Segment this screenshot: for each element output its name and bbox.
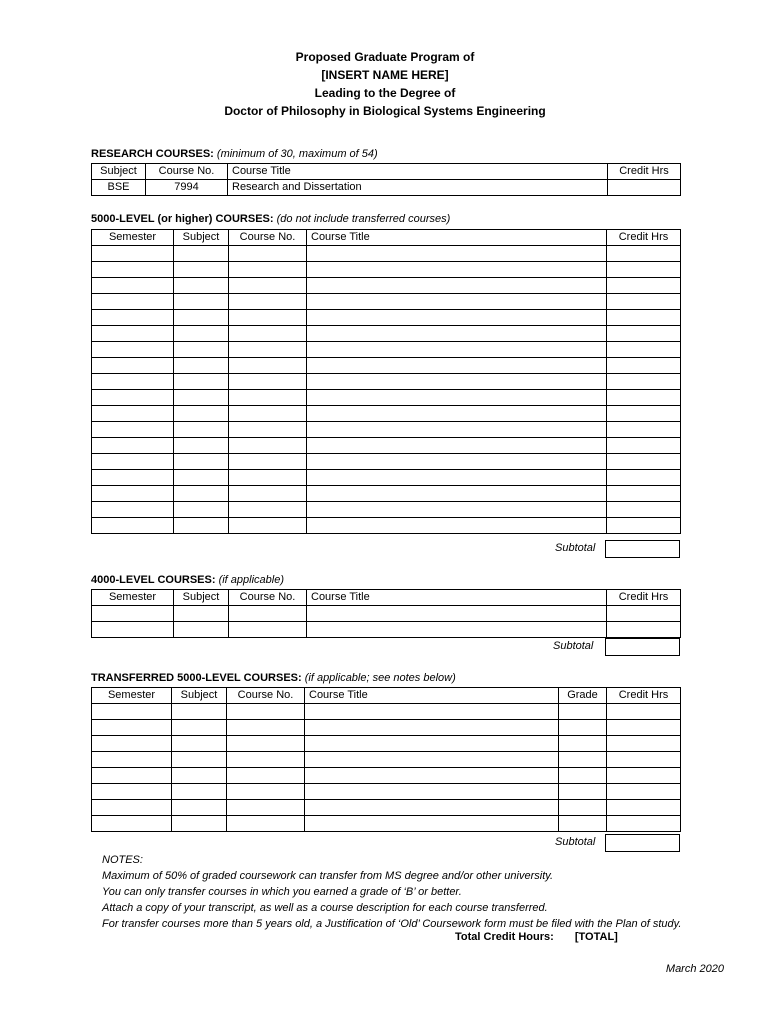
- transferred-entry-cell[interactable]: [172, 704, 227, 720]
- note-line: Maximum of 50% of graded coursework can transfer from MS degree and/or other university.: [102, 870, 553, 882]
- level5000-entry-cell[interactable]: [229, 470, 307, 486]
- level5000-entry-cell[interactable]: [92, 294, 174, 310]
- transferred-entry-cell[interactable]: [305, 816, 559, 832]
- transferred-entry-cell[interactable]: [559, 816, 607, 832]
- level5000-entry-cell[interactable]: [607, 294, 681, 310]
- level5000-entry-cell[interactable]: [307, 486, 607, 502]
- level5000-entry-cell[interactable]: [229, 454, 307, 470]
- level5000-entry-cell[interactable]: [174, 486, 229, 502]
- level5000-entry-cell[interactable]: [607, 390, 681, 406]
- transferred-entry-cell[interactable]: [172, 768, 227, 784]
- level5000-entry-cell[interactable]: [607, 422, 681, 438]
- level5000-entry-cell[interactable]: [229, 502, 307, 518]
- col-course-title-header: Course Title: [307, 590, 607, 606]
- transferred-entry-cell[interactable]: [607, 816, 681, 832]
- level5000-blank-row: [92, 374, 681, 390]
- transferred-title-note: (if applicable; see notes below): [301, 672, 456, 684]
- level5000-entry-cell[interactable]: [607, 454, 681, 470]
- level4000-title-note: (if applicable): [215, 574, 284, 586]
- level5000-entry-cell[interactable]: [92, 278, 174, 294]
- transferred-entry-cell[interactable]: [92, 800, 172, 816]
- level4000-entry-cell[interactable]: [307, 622, 607, 638]
- level5000-entry-cell[interactable]: [307, 390, 607, 406]
- col-semester-header: Semester: [92, 688, 172, 704]
- document-date: March 2020: [665, 963, 724, 975]
- level5000-entry-cell[interactable]: [229, 358, 307, 374]
- research-credit-cell[interactable]: [608, 180, 681, 196]
- level5000-blank-row: [92, 406, 681, 422]
- level5000-entry-cell[interactable]: [229, 390, 307, 406]
- level5000-entry-cell[interactable]: [92, 326, 174, 342]
- level5000-entry-cell[interactable]: [174, 358, 229, 374]
- level5000-entry-cell[interactable]: [307, 438, 607, 454]
- col-course-title-header: Course Title: [228, 164, 608, 180]
- transferred-entry-cell[interactable]: [559, 800, 607, 816]
- level5000-blank-row: [92, 342, 681, 358]
- level5000-entry-cell[interactable]: [307, 406, 607, 422]
- col-course-no-header: Course No.: [227, 688, 305, 704]
- level4000-subtotal-box[interactable]: [605, 638, 680, 656]
- level5000-entry-cell[interactable]: [607, 406, 681, 422]
- level5000-entry-cell[interactable]: [174, 262, 229, 278]
- transferred-entry-cell[interactable]: [559, 720, 607, 736]
- transferred-table: [91, 687, 681, 832]
- level5000-blank-row: [92, 262, 681, 278]
- level5000-entry-cell[interactable]: [174, 438, 229, 454]
- transferred-entry-cell[interactable]: [227, 816, 305, 832]
- research-course-title: Research and Dissertation: [228, 180, 608, 196]
- total-credit-hours: [455, 931, 618, 943]
- level4000-blank-row: [92, 606, 681, 622]
- level5000-entry-cell[interactable]: [92, 246, 174, 262]
- transferred-entry-cell[interactable]: [92, 768, 172, 784]
- col-subject-header: Subject: [92, 164, 146, 180]
- level4000-header-row: [92, 590, 681, 606]
- transferred-entry-cell[interactable]: [227, 768, 305, 784]
- transferred-blank-row: [92, 784, 681, 800]
- level4000-entry-cell[interactable]: [607, 606, 681, 622]
- level4000-entry-cell[interactable]: [229, 606, 307, 622]
- level5000-entry-cell[interactable]: [607, 358, 681, 374]
- level5000-subtotal-label: Subtotal: [555, 542, 596, 554]
- level5000-entry-cell[interactable]: [307, 310, 607, 326]
- transferred-entry-cell[interactable]: [559, 784, 607, 800]
- col-course-title-header: Course Title: [305, 688, 559, 704]
- level5000-entry-cell[interactable]: [307, 470, 607, 486]
- col-course-no-header: Course No.: [146, 164, 228, 180]
- level4000-entry-cell[interactable]: [307, 606, 607, 622]
- level5000-blank-row: [92, 390, 681, 406]
- level5000-blank-row: [92, 470, 681, 486]
- level5000-entry-cell[interactable]: [229, 518, 307, 534]
- level4000-entry-cell[interactable]: [174, 606, 229, 622]
- col-subject-header: Subject: [172, 688, 227, 704]
- transferred-entry-cell[interactable]: [172, 800, 227, 816]
- transferred-entry-cell[interactable]: [92, 784, 172, 800]
- transferred-blank-row: [92, 752, 681, 768]
- transferred-entry-cell[interactable]: [227, 752, 305, 768]
- level5000-entry-cell[interactable]: [92, 518, 174, 534]
- level5000-entry-cell[interactable]: [92, 502, 174, 518]
- level5000-blank-row: [92, 294, 681, 310]
- document-header: [0, 48, 770, 120]
- level5000-entry-cell[interactable]: [92, 374, 174, 390]
- level5000-entry-cell[interactable]: [92, 406, 174, 422]
- level5000-entry-cell[interactable]: [607, 518, 681, 534]
- col-semester-header: Semester: [92, 590, 174, 606]
- level5000-blank-row: [92, 422, 681, 438]
- transferred-entry-cell[interactable]: [305, 768, 559, 784]
- transferred-entry-cell[interactable]: [559, 736, 607, 752]
- transferred-entry-cell[interactable]: [227, 784, 305, 800]
- transferred-entry-cell[interactable]: [607, 800, 681, 816]
- level5000-blank-row: [92, 438, 681, 454]
- transferred-subtotal-label: Subtotal: [555, 836, 596, 848]
- level5000-entry-cell[interactable]: [174, 374, 229, 390]
- notes-block: [102, 852, 681, 932]
- transferred-entry-cell[interactable]: [172, 816, 227, 832]
- level5000-blank-row: [92, 246, 681, 262]
- research-header-row: [92, 164, 681, 180]
- level5000-entry-cell[interactable]: [92, 310, 174, 326]
- level5000-entry-cell[interactable]: [229, 310, 307, 326]
- transferred-header-row: [92, 688, 681, 704]
- level5000-blank-row: [92, 454, 681, 470]
- transferred-entry-cell[interactable]: [607, 752, 681, 768]
- level5000-entry-cell[interactable]: [174, 422, 229, 438]
- level5000-blank-row: [92, 310, 681, 326]
- level4000-table: [91, 589, 681, 638]
- level5000-entry-cell[interactable]: [607, 262, 681, 278]
- research-table: [91, 163, 681, 196]
- level5000-blank-row: [92, 326, 681, 342]
- level5000-entry-cell[interactable]: [607, 374, 681, 390]
- level5000-blank-row: [92, 358, 681, 374]
- level5000-blank-row: [92, 502, 681, 518]
- research-title-note: (minimum of 30, maximum of 54): [213, 148, 378, 160]
- level5000-subtotal-box[interactable]: [605, 540, 680, 558]
- level5000-entry-cell[interactable]: [92, 358, 174, 374]
- level5000-entry-cell[interactable]: [229, 486, 307, 502]
- transferred-entry-cell[interactable]: [305, 752, 559, 768]
- level5000-entry-cell[interactable]: [229, 406, 307, 422]
- transferred-blank-row: [92, 704, 681, 720]
- col-credit-header: Credit Hrs: [608, 164, 681, 180]
- level5000-entry-cell[interactable]: [307, 326, 607, 342]
- level4000-blank-row: [92, 622, 681, 638]
- transferred-entry-cell[interactable]: [607, 784, 681, 800]
- transferred-entry-cell[interactable]: [92, 736, 172, 752]
- level5000-entry-cell[interactable]: [92, 470, 174, 486]
- col-credit-header: Credit Hrs: [607, 590, 681, 606]
- level5000-entry-cell[interactable]: [92, 438, 174, 454]
- transferred-entry-cell[interactable]: [92, 704, 172, 720]
- level4000-title-bold: 4000-LEVEL COURSES:: [91, 574, 216, 586]
- level5000-entry-cell[interactable]: [229, 422, 307, 438]
- header-line-2: [INSERT NAME HERE]: [321, 68, 449, 82]
- level5000-entry-cell[interactable]: [229, 374, 307, 390]
- transferred-entry-cell[interactable]: [227, 736, 305, 752]
- transferred-entry-cell[interactable]: [305, 704, 559, 720]
- transferred-entry-cell[interactable]: [607, 704, 681, 720]
- level5000-entry-cell[interactable]: [229, 438, 307, 454]
- header-line-4: Doctor of Philosophy in Biological Systems Engineering: [224, 104, 546, 118]
- level5000-entry-cell[interactable]: [174, 246, 229, 262]
- note-line: Attach a copy of your transcript, as well as a course description for each course transferred.: [102, 902, 548, 914]
- transferred-entry-cell[interactable]: [559, 752, 607, 768]
- level5000-entry-cell[interactable]: [174, 454, 229, 470]
- transferred-entry-cell[interactable]: [172, 752, 227, 768]
- level5000-entry-cell[interactable]: [174, 278, 229, 294]
- level5000-entry-cell[interactable]: [92, 422, 174, 438]
- level5000-entry-cell[interactable]: [607, 342, 681, 358]
- research-title-bold: RESEARCH COURSES:: [91, 148, 214, 160]
- transferred-entry-cell[interactable]: [172, 720, 227, 736]
- level5000-entry-cell[interactable]: [307, 342, 607, 358]
- transferred-entry-cell[interactable]: [305, 784, 559, 800]
- level5000-entry-cell[interactable]: [607, 438, 681, 454]
- level5000-table: [91, 229, 681, 534]
- level5000-entry-cell[interactable]: [92, 454, 174, 470]
- transferred-entry-cell[interactable]: [607, 736, 681, 752]
- transferred-entry-cell[interactable]: [305, 800, 559, 816]
- level4000-subtotal-label: Subtotal: [553, 640, 594, 652]
- research-course-no: 7994: [146, 180, 228, 196]
- level4000-entry-cell[interactable]: [174, 622, 229, 638]
- transferred-entry-cell[interactable]: [305, 720, 559, 736]
- level5000-entry-cell[interactable]: [607, 326, 681, 342]
- transferred-blank-row: [92, 768, 681, 784]
- transferred-entry-cell[interactable]: [227, 720, 305, 736]
- level5000-entry-cell[interactable]: [174, 502, 229, 518]
- level5000-entry-cell[interactable]: [307, 518, 607, 534]
- transferred-blank-row: [92, 816, 681, 832]
- level5000-entry-cell[interactable]: [307, 422, 607, 438]
- level5000-entry-cell[interactable]: [307, 454, 607, 470]
- transferred-entry-cell[interactable]: [607, 768, 681, 784]
- transferred-title-bold: TRANSFERRED 5000-LEVEL COURSES:: [91, 672, 302, 684]
- transferred-entry-cell[interactable]: [305, 736, 559, 752]
- research-row: [92, 180, 681, 196]
- col-semester-header: Semester: [92, 230, 174, 246]
- level5000-entry-cell[interactable]: [307, 502, 607, 518]
- level5000-header-row: [92, 230, 681, 246]
- level5000-blank-row: [92, 518, 681, 534]
- transferred-entry-cell[interactable]: [559, 704, 607, 720]
- level5000-entry-cell[interactable]: [229, 294, 307, 310]
- level5000-entry-cell[interactable]: [607, 246, 681, 262]
- col-subject-header: Subject: [174, 230, 229, 246]
- level5000-entry-cell[interactable]: [229, 246, 307, 262]
- level5000-entry-cell[interactable]: [174, 406, 229, 422]
- level5000-entry-cell[interactable]: [229, 262, 307, 278]
- level5000-entry-cell[interactable]: [92, 262, 174, 278]
- transferred-entry-cell[interactable]: [172, 784, 227, 800]
- level4000-entry-cell[interactable]: [229, 622, 307, 638]
- transferred-section-title: [91, 672, 456, 684]
- level5000-section-title: [91, 213, 450, 225]
- level5000-entry-cell[interactable]: [607, 470, 681, 486]
- level5000-entry-cell[interactable]: [307, 278, 607, 294]
- transferred-entry-cell[interactable]: [227, 800, 305, 816]
- transferred-blank-row: [92, 720, 681, 736]
- level5000-entry-cell[interactable]: [174, 294, 229, 310]
- col-course-no-header: Course No.: [229, 230, 307, 246]
- level5000-entry-cell[interactable]: [307, 374, 607, 390]
- transferred-entry-cell[interactable]: [172, 736, 227, 752]
- level5000-entry-cell[interactable]: [174, 390, 229, 406]
- transferred-entry-cell[interactable]: [92, 752, 172, 768]
- level5000-entry-cell[interactable]: [307, 246, 607, 262]
- col-subject-header: Subject: [174, 590, 229, 606]
- total-label: Total Credit Hours:: [455, 931, 554, 943]
- level5000-entry-cell[interactable]: [174, 326, 229, 342]
- level5000-entry-cell[interactable]: [307, 262, 607, 278]
- level5000-entry-cell[interactable]: [174, 342, 229, 358]
- level5000-entry-cell[interactable]: [229, 342, 307, 358]
- notes-heading: NOTES:: [102, 854, 143, 866]
- note-line: For transfer courses more than 5 years old, a Justification of ‘Old’ Coursework form must be filed with the Plan of study.: [102, 918, 682, 930]
- transferred-blank-row: [92, 736, 681, 752]
- level4000-entry-cell[interactable]: [607, 622, 681, 638]
- level5000-entry-cell[interactable]: [92, 342, 174, 358]
- level5000-entry-cell[interactable]: [307, 294, 607, 310]
- level4000-entry-cell[interactable]: [92, 622, 174, 638]
- col-credit-header: Credit Hrs: [607, 688, 681, 704]
- research-section-title: [91, 148, 378, 160]
- level4000-section-title: [91, 574, 284, 586]
- col-course-no-header: Course No.: [229, 590, 307, 606]
- level5000-entry-cell[interactable]: [307, 358, 607, 374]
- level5000-entry-cell[interactable]: [607, 502, 681, 518]
- research-subject: BSE: [92, 180, 146, 196]
- level5000-entry-cell[interactable]: [607, 310, 681, 326]
- header-line-1: Proposed Graduate Program of: [295, 50, 475, 64]
- level5000-entry-cell[interactable]: [92, 486, 174, 502]
- level5000-entry-cell[interactable]: [174, 310, 229, 326]
- note-line: You can only transfer courses in which you earned a grade of ‘B’ or better.: [102, 886, 462, 898]
- transferred-entry-cell[interactable]: [92, 816, 172, 832]
- transferred-entry-cell[interactable]: [227, 704, 305, 720]
- col-credit-header: Credit Hrs: [607, 230, 681, 246]
- transferred-subtotal-box[interactable]: [605, 834, 680, 852]
- level5000-entry-cell[interactable]: [607, 486, 681, 502]
- level5000-entry-cell[interactable]: [607, 278, 681, 294]
- level5000-title-bold: 5000-LEVEL (or higher) COURSES:: [91, 213, 274, 225]
- level5000-title-note: (do not include transferred courses): [273, 213, 451, 225]
- level5000-blank-row: [92, 486, 681, 502]
- level5000-entry-cell[interactable]: [229, 326, 307, 342]
- level5000-entry-cell[interactable]: [174, 518, 229, 534]
- level4000-entry-cell[interactable]: [92, 606, 174, 622]
- level5000-blank-row: [92, 278, 681, 294]
- header-line-3: Leading to the Degree of: [314, 86, 456, 100]
- transferred-entry-cell[interactable]: [92, 720, 172, 736]
- col-course-title-header: Course Title: [307, 230, 607, 246]
- level5000-entry-cell[interactable]: [92, 390, 174, 406]
- transferred-blank-row: [92, 800, 681, 816]
- total-value: [TOTAL]: [574, 931, 618, 943]
- level5000-entry-cell[interactable]: [229, 278, 307, 294]
- transferred-entry-cell[interactable]: [607, 720, 681, 736]
- col-grade-header: Grade: [559, 688, 607, 704]
- transferred-entry-cell[interactable]: [559, 768, 607, 784]
- level5000-entry-cell[interactable]: [174, 470, 229, 486]
